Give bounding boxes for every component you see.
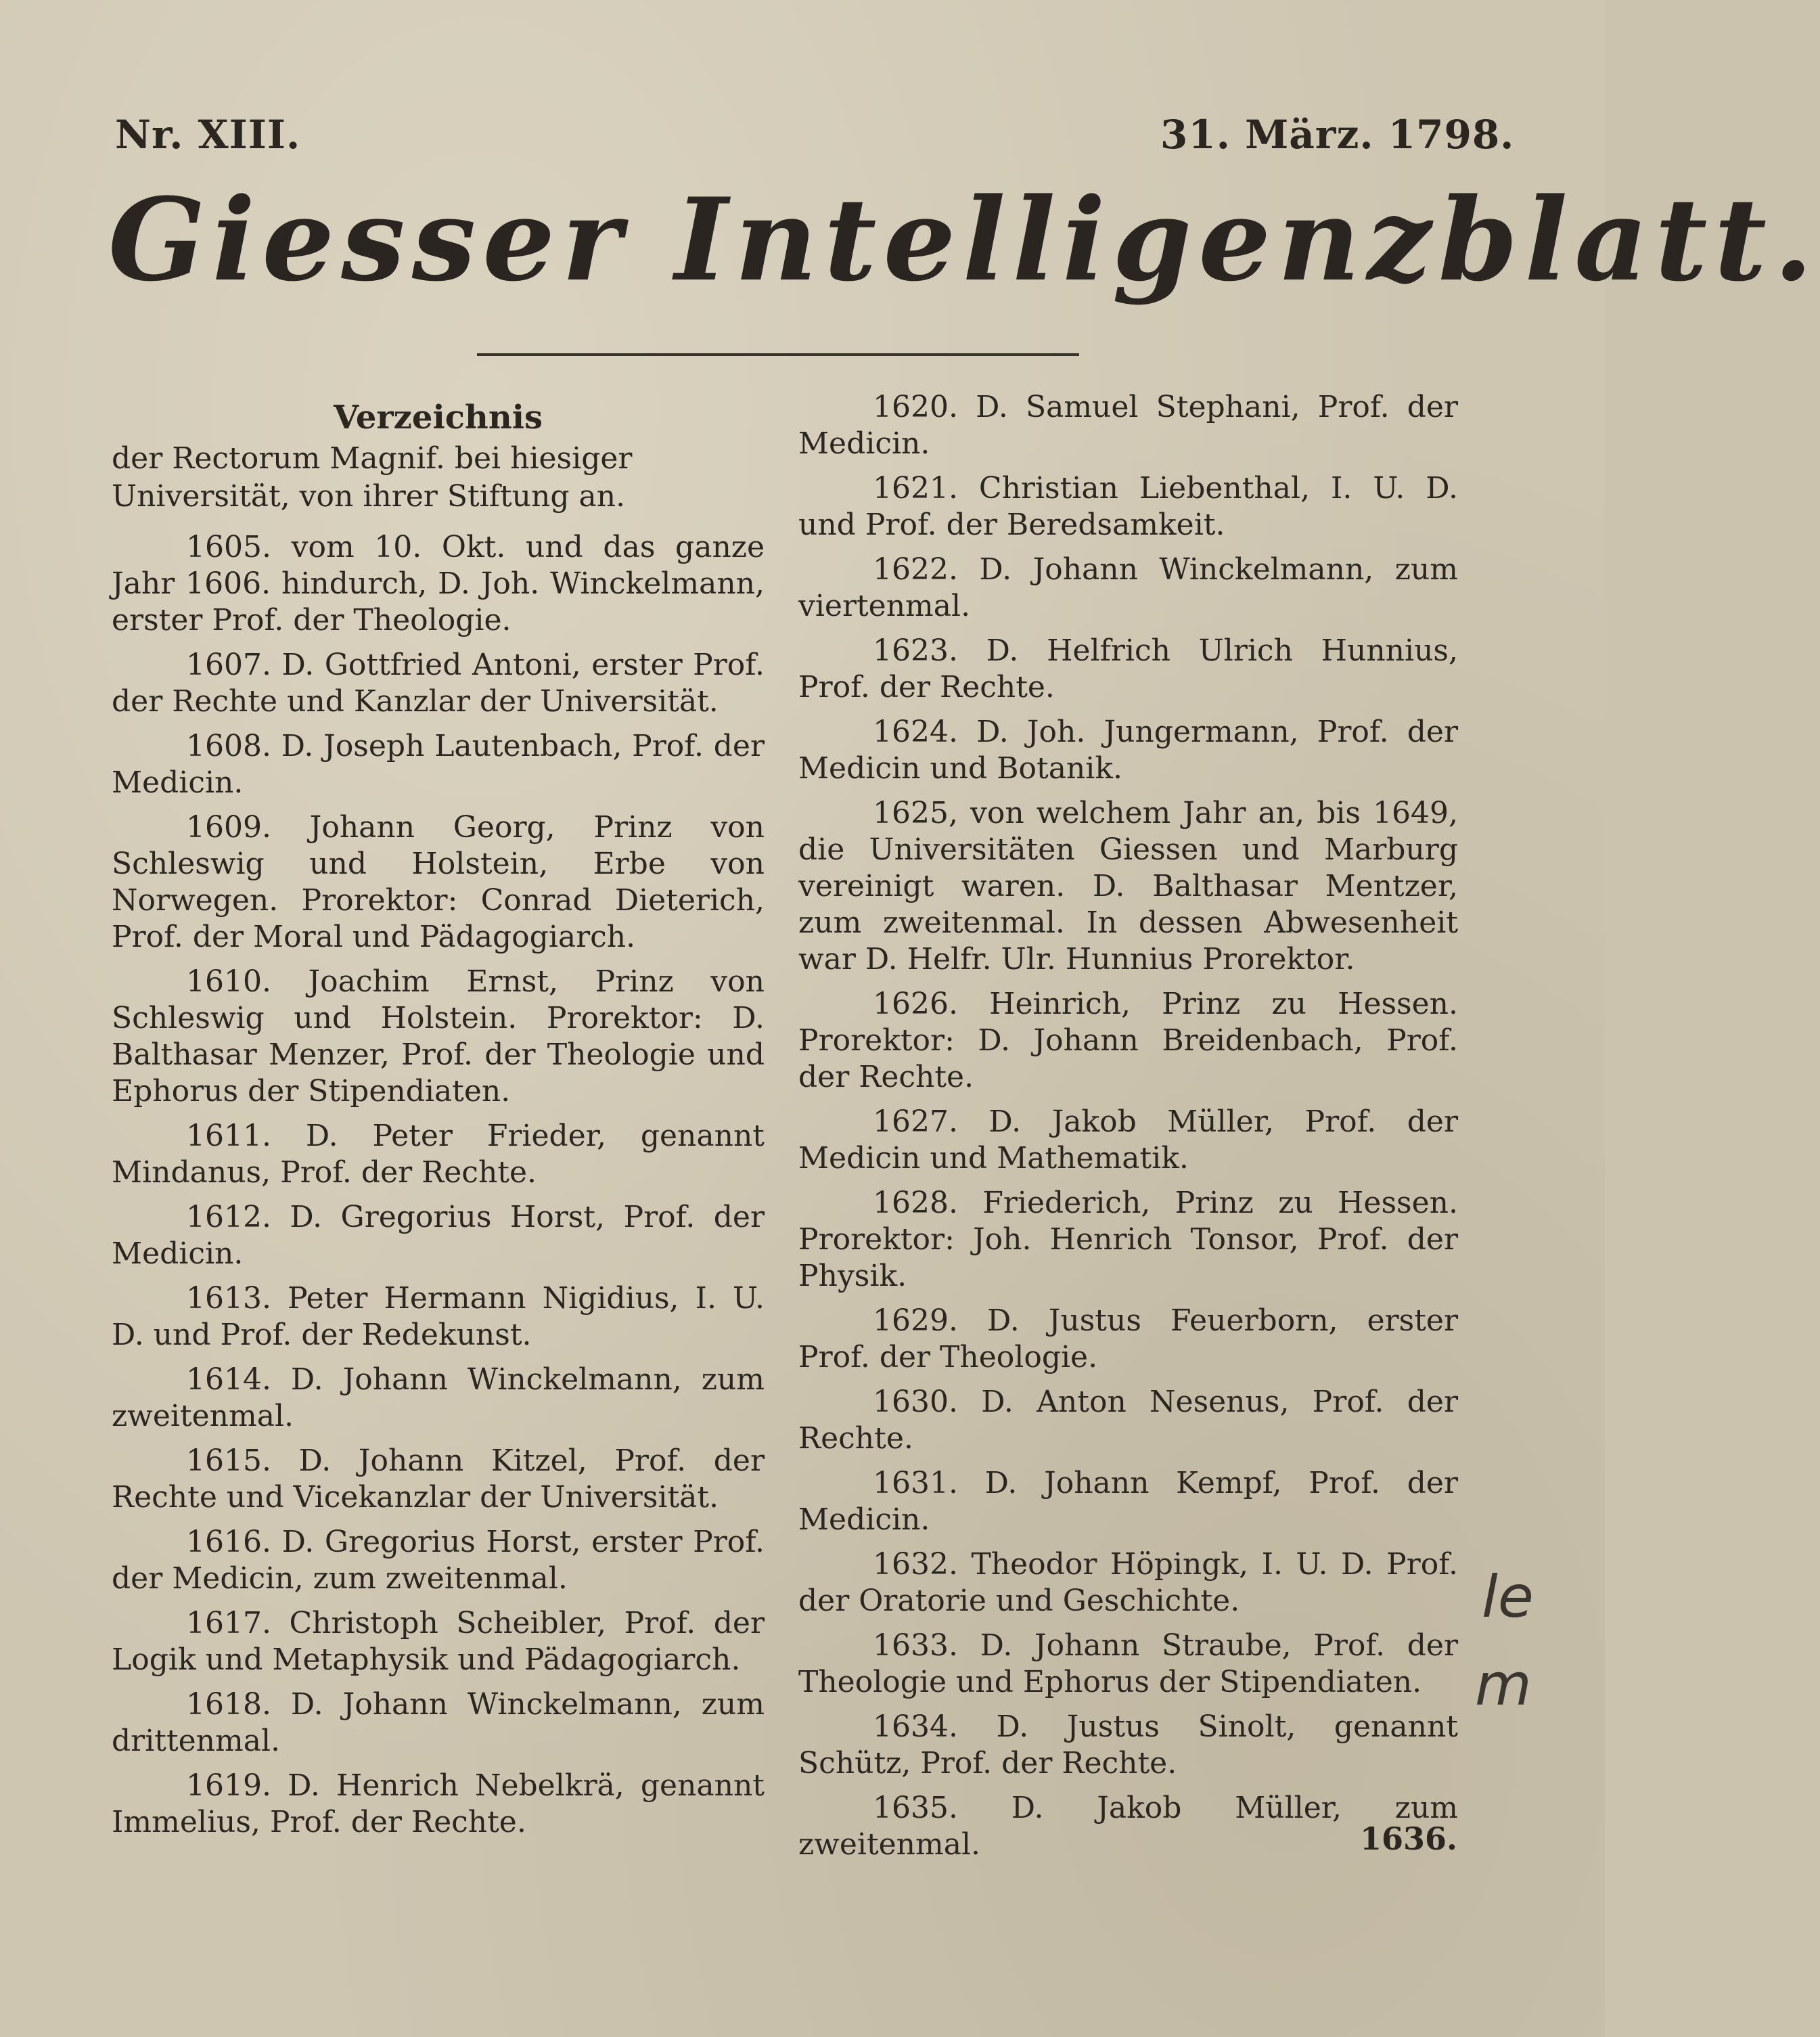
rector-entry: 1621. Christian Liebenthal, I. U. D. und Prof. der Beredsamkeit. — [798, 471, 1458, 542]
right-column — [798, 389, 1458, 1871]
rector-entry: 1629. D. Justus Feuerborn, erster Prof. der Theologie. — [798, 1303, 1458, 1374]
rector-entry: 1631. D. Johann Kempf, Prof. der Medicin. — [798, 1466, 1458, 1537]
rector-entry: 1617. Christoph Scheibler, Prof. der Logik und Metaphysik und Pädagogiarch. — [112, 1606, 765, 1677]
rector-entry: 1633. D. Johann Straube, Prof. der Theologie und Ephorus der Stipendiaten. — [798, 1628, 1458, 1699]
issue-date: 31. März. 1798. — [1160, 112, 1515, 158]
rector-entry: 1623. D. Helfrich Ulrich Hunnius, Prof. der Rechte. — [798, 633, 1458, 704]
rector-entry: 1618. D. Johann Winckelmann, zum drittenmal. — [112, 1687, 765, 1758]
rector-entry: 1608. D. Joseph Lautenbach, Prof. der Medicin. — [112, 729, 765, 800]
handwritten-margin-note: le — [1482, 1563, 1534, 1631]
rector-entry: 1632. Theodor Höpingk, I. U. D. Prof. der Oratorie und Geschichte. — [798, 1547, 1458, 1618]
rector-entry: 1634. D. Justus Sinolt, genannt Schütz, Prof. der Rechte. — [798, 1709, 1458, 1781]
section-title: Verzeichnis — [334, 399, 543, 436]
masthead-title: Giesser Intelligenzblatt. — [108, 173, 1820, 307]
rector-entry: 1616. D. Gregorius Horst, erster Prof. der Medicin, zum zweitenmal. — [112, 1525, 765, 1596]
rector-entry: 1626. Heinrich, Prinz zu Hessen. Prorektor: D. Johann Breidenbach, Prof. der Rechte. — [798, 987, 1458, 1094]
rector-entry: 1614. D. Johann Winckelmann, zum zweitenmal. — [112, 1362, 765, 1433]
rector-entry: 1611. D. Peter Frieder, genannt Mindanus, Prof. der Rechte. — [112, 1119, 765, 1190]
left-column — [112, 389, 765, 1849]
rector-entry: 1607. D. Gottfried Antoni, erster Prof. der Rechte und Kanzlar der Universität. — [112, 648, 765, 719]
masthead-rule — [477, 353, 1079, 356]
catchword: 1636. — [1360, 1820, 1458, 1857]
issue-number: Nr. XIII. — [115, 112, 301, 158]
rector-entry: 1605. vom 10. Okt. und das ganze Jahr 1606. hindurch, D. Joh. Winckelmann, erster Prof. der Theologie. — [112, 530, 765, 637]
rector-entry: 1619. D. Henrich Nebelkrä, genannt Immelius, Prof. der Rechte. — [112, 1768, 765, 1839]
rector-entry: 1610. Joachim Ernst, Prinz von Schleswig und Holstein. Prorektor: D. Balthasar Menzer, Prof. der Theologie und Ephorus der Stipendiaten. — [112, 964, 765, 1109]
rector-entry: 1609. Johann Georg, Prinz von Schleswig und Holstein, Erbe von Norwegen. Prorektor: Conrad Dieterich, Prof. der Moral und Pädagogiarch. — [112, 810, 765, 954]
rector-entry: 1630. D. Anton Nesenus, Prof. der Rechte. — [798, 1385, 1458, 1456]
rector-entry: 1628. Friederich, Prinz zu Hessen. Prorektor: Joh. Henrich Tonsor, Prof. der Physik. — [798, 1186, 1458, 1293]
rector-entry: 1635. D. Jakob Müller, zum zweitenmal. — [798, 1791, 1458, 1862]
rector-entry: 1613. Peter Hermann Nigidius, I. U. D. und Prof. der Redekunst. — [112, 1281, 765, 1352]
handwritten-margin-note: m — [1475, 1651, 1532, 1719]
rector-entry: 1625, von welchem Jahr an, bis 1649, die Universitäten Giessen und Marburg vereinigt waren. D. Balthasar Mentzer, zum zweitenmal. In dessen Abwesenheit war D. Helfr. Ulr. Hunnius Prorektor. — [798, 796, 1458, 977]
rector-entry: 1612. D. Gregorius Horst, Prof. der Medicin. — [112, 1200, 765, 1271]
rector-entry: 1624. D. Joh. Jungermann, Prof. der Medicin und Botanik. — [798, 715, 1458, 786]
rector-entry: 1622. D. Johann Winckelmann, zum viertenmal. — [798, 552, 1458, 623]
rector-entry: 1620. D. Samuel Stephani, Prof. der Medicin. — [798, 390, 1458, 461]
section-subtitle: der Rectorum Magnif. bei hiesiger Universität, von ihrer Stiftung an. — [112, 441, 633, 514]
rector-entry: 1627. D. Jakob Müller, Prof. der Medicin und Mathematik. — [798, 1104, 1458, 1176]
rector-entry: 1615. D. Johann Kitzel, Prof. der Rechte und Vicekanzlar der Universität. — [112, 1443, 765, 1515]
